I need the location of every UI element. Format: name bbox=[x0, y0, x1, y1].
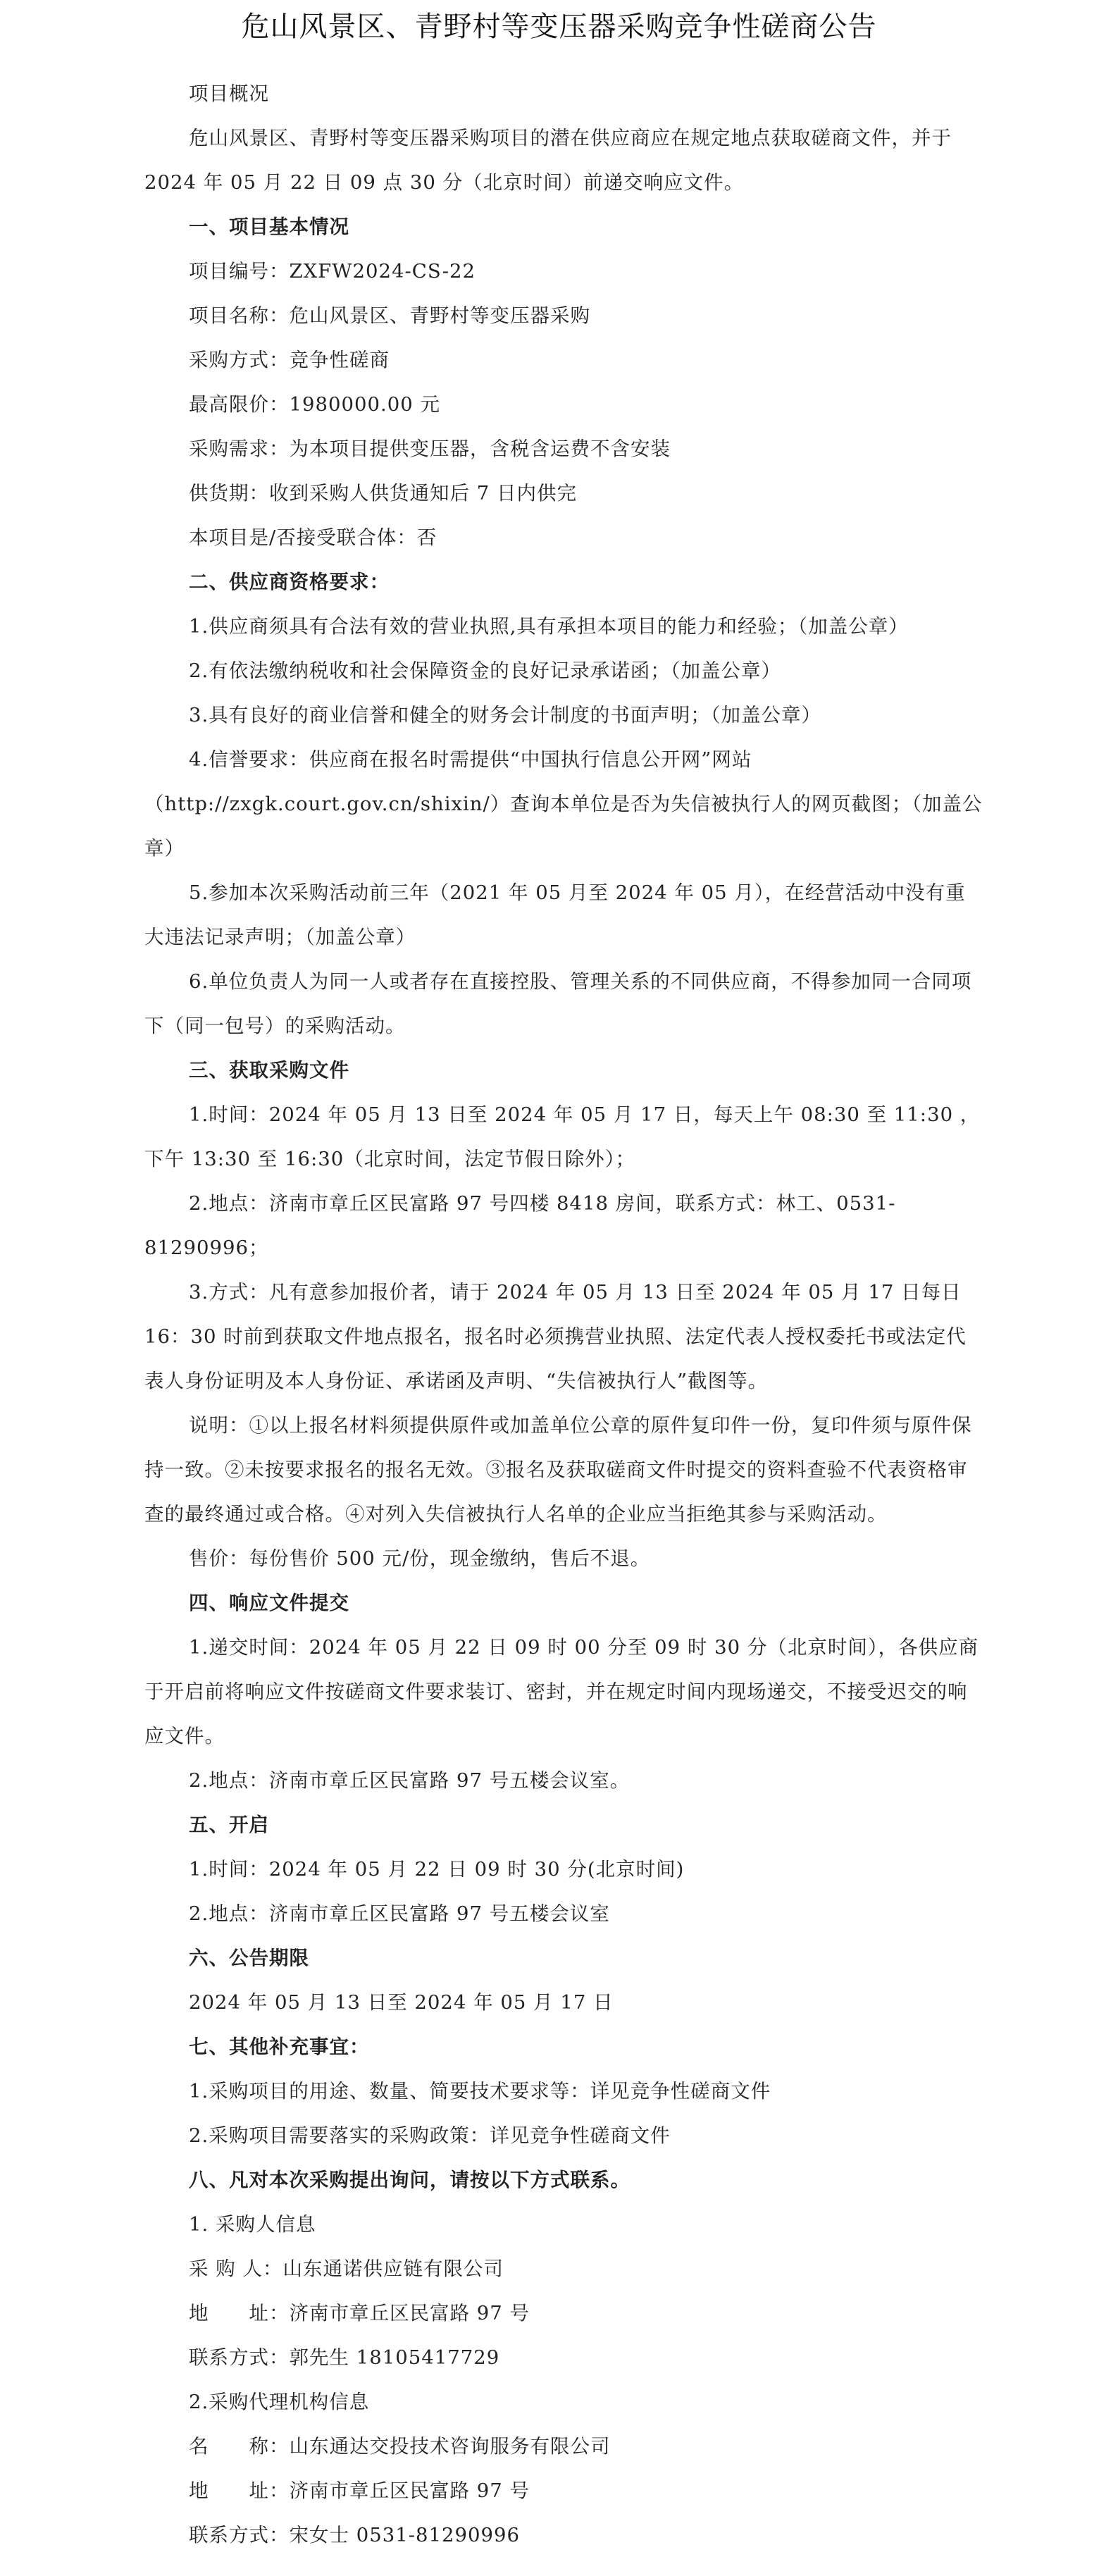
acquisition-note: 说明：①以上报名材料须提供原件或加盖单位公章的原件复印件一份，复印件须与原件保持一致。②未按要求报名的报名无效。③报名及获取磋商文件时提交的资料查验不代表资格审查的最终通过或合格。④对列入失信被执行人名单的企业应当拒绝其参与采购活动。 bbox=[144, 1414, 972, 1525]
supplement-item: 1.采购项目的用途、数量、简要技术要求等：详见竞争性磋商文件 bbox=[189, 2080, 771, 2103]
agency-address: 地 址：济南市章丘区民富路 97 号 bbox=[189, 2479, 530, 2502]
qualification-item: 4.信誉要求：供应商在报名时需提供“中国执行信息公开网”网站（http://zxgk.court.gov.cn/shixin/）查询本单位是否为失信被执行人的网页截图；（加盖公章） bbox=[144, 748, 983, 860]
purchaser-contact: 联系方式：郭先生 18105417729 bbox=[189, 2346, 500, 2369]
qualification-item: 5.参加本次采购活动前三年（2021 年 05 月至 2024 年 05 月），在经营活动中没有重大违法记录声明；（加盖公章） bbox=[144, 881, 966, 948]
consortium-policy: 本项目是/否接受联合体：否 bbox=[189, 526, 437, 549]
delivery-period: 供货期：收到采购人供货通知后 7 日内供完 bbox=[189, 482, 577, 504]
max-price: 最高限价：1980000.00 元 bbox=[189, 393, 440, 416]
acquisition-time: 1.时间：2024 年 05 月 13 日至 2024 年 05 月 17 日，每天上午 08:30 至 11:30 ，下午 13:30 至 16:30（北京时间，法定节假日除外）； bbox=[144, 1103, 981, 1170]
submission-time: 1.递交时间：2024 年 05 月 22 日 09 时 00 分至 09 时 30 分（北京时间），各供应商于开启前将响应文件按磋商文件要求装订、密封，并在规定时间内现场递交，不接受迟交的响应文件。 bbox=[144, 1636, 979, 1747]
opening-time: 1.时间：2024 年 05 月 22 日 09 时 30 分(北京时间) bbox=[189, 1858, 685, 1881]
overview-text: 危山风景区、青野村等变压器采购项目的潜在供应商应在规定地点获取磋商文件，并于 2024 年 05 月 22 日 09 点 30 分（北京时间）前递交响应文件。 bbox=[144, 127, 952, 194]
supplement-item: 2.采购项目需要落实的采购政策：详见竞争性磋商文件 bbox=[189, 2124, 671, 2147]
document-body bbox=[144, 72, 983, 2558]
agency-name: 名 称：山东通达交投技术咨询服务有限公司 bbox=[189, 2435, 611, 2458]
opening-place: 2.地点：济南市章丘区民富路 97 号五楼会议室 bbox=[189, 1902, 610, 1925]
qualification-item: 2.有依法缴纳税收和社会保障资金的良好记录承诺函；（加盖公章） bbox=[189, 660, 781, 682]
acquisition-method: 3.方式：凡有意参加报价者，请于 2024 年 05 月 13 日至 2024 年 05 月 17 日每日 16：30 时前到获取文件地点报名，报名时必须携营业执照、法定代表人授权委托书或法定代表人身份证明及本人身份证、承诺函及声明、“失信被执行人”截图等。 bbox=[144, 1281, 967, 1392]
submission-place: 2.地点：济南市章丘区民富路 97 号五楼会议室。 bbox=[189, 1769, 631, 1792]
section-4-heading: 四、响应文件提交 bbox=[189, 1592, 349, 1614]
section-5-heading: 五、开启 bbox=[189, 1814, 269, 1836]
section-3-heading: 三、获取采购文件 bbox=[189, 1059, 349, 1082]
project-number: 项目编号：ZXFW2024-CS-22 bbox=[189, 260, 476, 283]
purchaser-name: 采 购 人：山东通诺供应链有限公司 bbox=[189, 2258, 504, 2280]
procurement-requirement: 采购需求：为本项目提供变压器，含税含运费不含安装 bbox=[189, 438, 671, 460]
qualification-item: 6.单位负责人为同一人或者存在直接控股、管理关系的不同供应商，不得参加同一合同项下（同一包号）的采购活动。 bbox=[144, 970, 972, 1037]
agency-contact: 联系方式：宋女士 0531-81290996 bbox=[189, 2524, 520, 2546]
document-title: 危山风景区、青野村等变压器采购竞争性磋商公告 bbox=[241, 11, 877, 43]
purchaser-address: 地 址：济南市章丘区民富路 97 号 bbox=[189, 2302, 530, 2324]
announcement-period: 2024 年 05 月 13 日至 2024 年 05 月 17 日 bbox=[189, 1991, 614, 2014]
procurement-method: 采购方式：竞争性磋商 bbox=[189, 349, 390, 371]
project-name: 项目名称：危山风景区、青野村等变压器采购 bbox=[189, 304, 590, 327]
agency-heading: 2.采购代理机构信息 bbox=[189, 2391, 370, 2413]
section-2-heading: 二、供应商资格要求： bbox=[189, 571, 390, 593]
qualification-item: 1.供应商须具有合法有效的营业执照,具有承担本项目的能力和经验；（加盖公章） bbox=[189, 615, 909, 638]
section-1-heading: 一、项目基本情况 bbox=[189, 216, 349, 238]
document-price: 售价：每份售价 500 元/份，现金缴纳，售后不退。 bbox=[189, 1547, 651, 1570]
section-7-heading: 七、其他补充事宜： bbox=[189, 2036, 370, 2058]
overview-heading: 项目概况 bbox=[189, 82, 269, 105]
purchaser-heading: 1. 采购人信息 bbox=[189, 2213, 316, 2236]
section-8-heading: 八、凡对本次采购提出询问，请按以下方式联系。 bbox=[189, 2169, 631, 2191]
section-6-heading: 六、公告期限 bbox=[189, 1947, 309, 1969]
qualification-item: 3.具有良好的商业信誉和健全的财务会计制度的书面声明；（加盖公章） bbox=[189, 704, 821, 726]
acquisition-place: 2.地点：济南市章丘区民富路 97 号四楼 8418 房间，联系方式：林工、0531-81290996； bbox=[144, 1192, 896, 1259]
